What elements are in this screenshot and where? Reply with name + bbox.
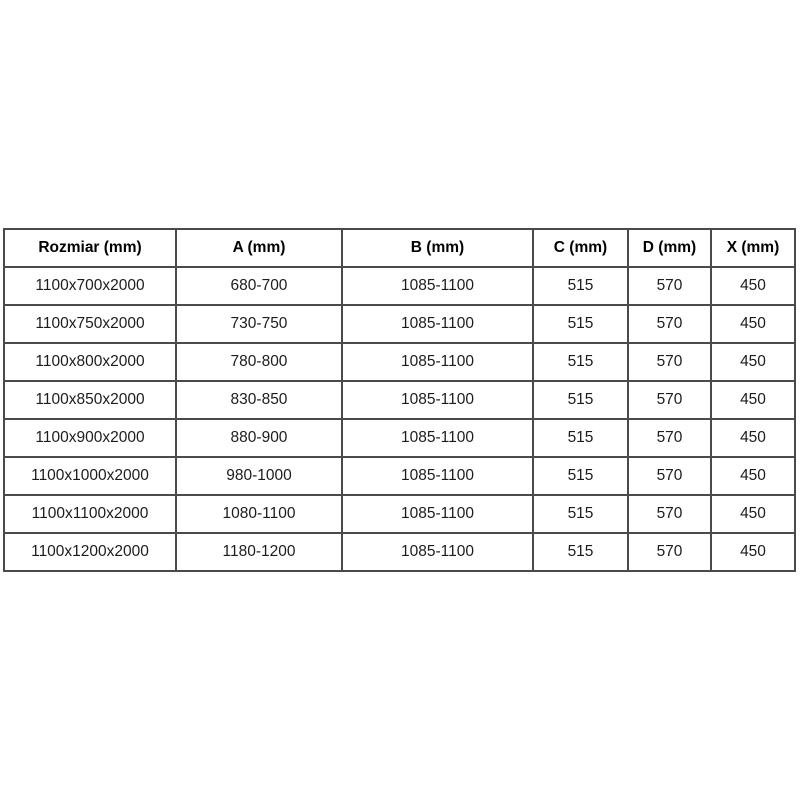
cell-x: 450: [711, 267, 795, 305]
cell-rozmiar: 1100x1000x2000: [4, 457, 176, 495]
dimensions-table-container: [3, 228, 796, 572]
cell-c: 515: [533, 267, 628, 305]
table-row: [4, 267, 795, 305]
cell-b: 1085-1100: [342, 533, 533, 571]
cell-d: 570: [628, 457, 711, 495]
cell-x: 450: [711, 305, 795, 343]
cell-a: 830-850: [176, 381, 342, 419]
cell-x: 450: [711, 381, 795, 419]
cell-b: 1085-1100: [342, 457, 533, 495]
cell-x: 450: [711, 343, 795, 381]
cell-a: 680-700: [176, 267, 342, 305]
column-header-x: X (mm): [711, 229, 795, 267]
cell-a: 980-1000: [176, 457, 342, 495]
column-header-a: A (mm): [176, 229, 342, 267]
table-row: [4, 343, 795, 381]
cell-b: 1085-1100: [342, 267, 533, 305]
cell-d: 570: [628, 533, 711, 571]
cell-x: 450: [711, 495, 795, 533]
cell-d: 570: [628, 381, 711, 419]
cell-d: 570: [628, 419, 711, 457]
cell-b: 1085-1100: [342, 495, 533, 533]
cell-x: 450: [711, 419, 795, 457]
cell-rozmiar: 1100x850x2000: [4, 381, 176, 419]
column-header-c: C (mm): [533, 229, 628, 267]
cell-c: 515: [533, 343, 628, 381]
table-row: [4, 381, 795, 419]
cell-b: 1085-1100: [342, 305, 533, 343]
table-row: [4, 305, 795, 343]
cell-c: 515: [533, 305, 628, 343]
column-header-rozmiar: Rozmiar (mm): [4, 229, 176, 267]
cell-x: 450: [711, 533, 795, 571]
cell-rozmiar: 1100x700x2000: [4, 267, 176, 305]
cell-d: 570: [628, 495, 711, 533]
cell-rozmiar: 1100x1100x2000: [4, 495, 176, 533]
column-header-d: D (mm): [628, 229, 711, 267]
cell-b: 1085-1100: [342, 419, 533, 457]
cell-c: 515: [533, 495, 628, 533]
cell-c: 515: [533, 457, 628, 495]
column-header-b: B (mm): [342, 229, 533, 267]
cell-rozmiar: 1100x900x2000: [4, 419, 176, 457]
cell-a: 880-900: [176, 419, 342, 457]
cell-c: 515: [533, 533, 628, 571]
cell-b: 1085-1100: [342, 381, 533, 419]
cell-d: 570: [628, 343, 711, 381]
cell-rozmiar: 1100x750x2000: [4, 305, 176, 343]
cell-x: 450: [711, 457, 795, 495]
dimensions-spec-table: [3, 228, 796, 572]
cell-a: 1180-1200: [176, 533, 342, 571]
cell-rozmiar: 1100x1200x2000: [4, 533, 176, 571]
cell-a: 780-800: [176, 343, 342, 381]
cell-d: 570: [628, 267, 711, 305]
cell-c: 515: [533, 381, 628, 419]
cell-c: 515: [533, 419, 628, 457]
cell-rozmiar: 1100x800x2000: [4, 343, 176, 381]
cell-a: 1080-1100: [176, 495, 342, 533]
cell-d: 570: [628, 305, 711, 343]
table-row: [4, 533, 795, 571]
table-row: [4, 457, 795, 495]
table-row: [4, 495, 795, 533]
cell-a: 730-750: [176, 305, 342, 343]
table-row: [4, 419, 795, 457]
cell-b: 1085-1100: [342, 343, 533, 381]
header-row: [4, 229, 795, 267]
